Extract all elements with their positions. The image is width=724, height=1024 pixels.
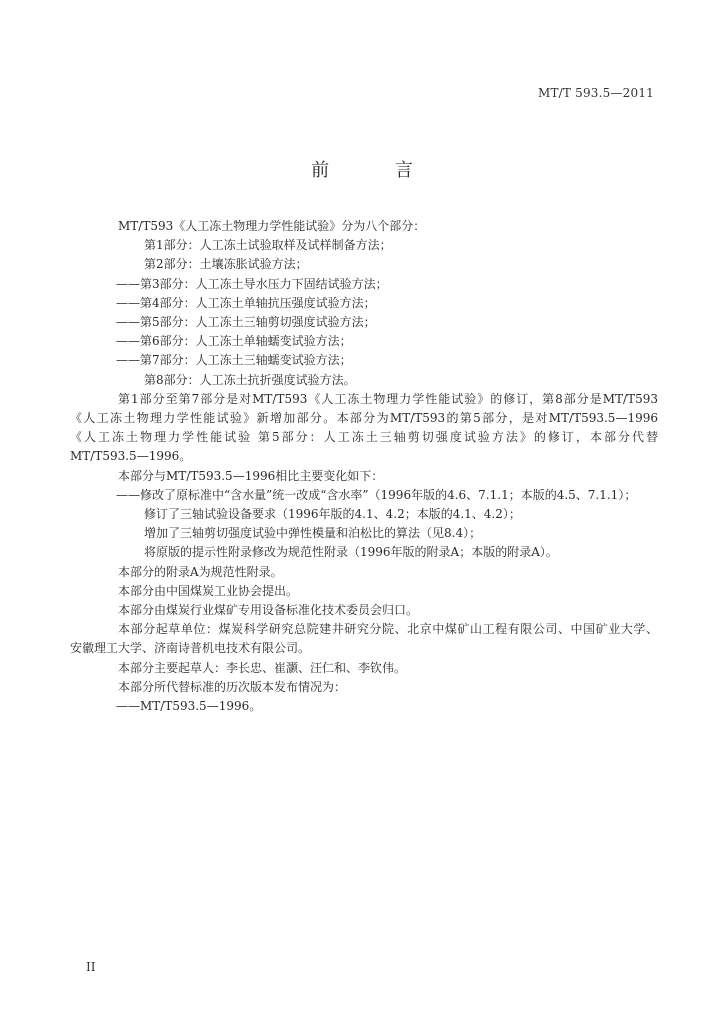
change-item-1: ——修改了原标准中“含水量”统一改成“含水率”（1996年版的4.6、7.1.1；本版的4.5、7.1.1）；	[116, 487, 637, 502]
changes-intro: 本部分与MT/T593.5—1996相比主要变化如下：	[118, 468, 384, 483]
change-item-4: 将原版的提示性附录修改为规范性附录（1996年版的附录A；本版的附录A）。	[144, 545, 558, 560]
part-4-item: ——第4部分：人工冻土单轴抗压强度试验方法；	[116, 295, 376, 310]
drafting-units-line-2: 安徽理工大学、济南诗普机电技术有限公司。	[70, 641, 311, 656]
change-item-2: 修订了三轴试验设备要求（1996年版的4.1、4.2；本版的4.1、4.2）；	[144, 507, 521, 522]
annex-statement: 本部分的附录A为规范性附录。	[118, 564, 283, 579]
part-2-item: 第2部分：土壤冻胀试验方法；	[144, 257, 308, 272]
change-item-3: 增加了三轴剪切强度试验中弹性模量和泊松比的算法（见8.4）；	[144, 526, 482, 541]
part-3-item: ——第3部分：人工冻土导水压力下固结试验方法；	[116, 276, 388, 291]
part-7-item: ——第7部分：人工冻土三轴蠕变试验方法；	[116, 353, 352, 368]
revision-paragraph-line-4: MT/T593.5—1996。	[70, 449, 192, 464]
managed-by-statement: 本部分由煤炭行业煤矿专用设备标准化技术委员会归口。	[118, 603, 419, 618]
revision-paragraph-line-1: 第1部分至第7部分是对MT/T593《人工冻土物理力学性能试验》的修订，第8部分是MT/T593	[118, 391, 658, 406]
page-number: II	[86, 960, 96, 974]
page-title: 前 言	[311, 160, 443, 181]
history-intro: 本部分所代替标准的历次版本发布情况为：	[118, 679, 347, 694]
intro-line: MT/T593《人工冻土物理力学性能试验》分为八个部分：	[118, 219, 426, 233]
proposed-by-statement: 本部分由中国煤炭工业协会提出。	[118, 583, 299, 598]
part-8-item: 第8部分：人工冻土抗折强度试验方法。	[144, 372, 356, 387]
history-item: ——MT/T593.5—1996。	[116, 699, 262, 714]
foreword-body	[70, 217, 658, 716]
revision-paragraph-line-2: 《人工冻土物理力学性能试验》新增加部分。本部分为MT/T593的第5部分，是对MT/T593.5—1996	[70, 411, 658, 426]
revision-paragraph-line-3: 《人工冻土物理力学性能试验 第5部分：人工冻土三轴剪切强度试验方法》的修订，本部分代替	[70, 430, 658, 445]
main-drafters: 本部分主要起草人：李长忠、崔灏、汪仁和、李钦伟。	[118, 660, 407, 675]
part-1-item: 第1部分：人工冻土试验取样及试样制备方法；	[144, 238, 392, 253]
standard-code-header: MT/T 593.5—2011	[537, 86, 654, 100]
part-5-item: ——第5部分：人工冻土三轴剪切强度试验方法；	[116, 315, 376, 330]
drafting-units-line-1: 本部分起草单位：煤炭科学研究总院建井研究分院、北京中煤矿山工程有限公司、中国矿业大学、	[118, 622, 658, 637]
part-6-item: ——第6部分：人工冻土单轴蠕变试验方法；	[116, 334, 352, 349]
